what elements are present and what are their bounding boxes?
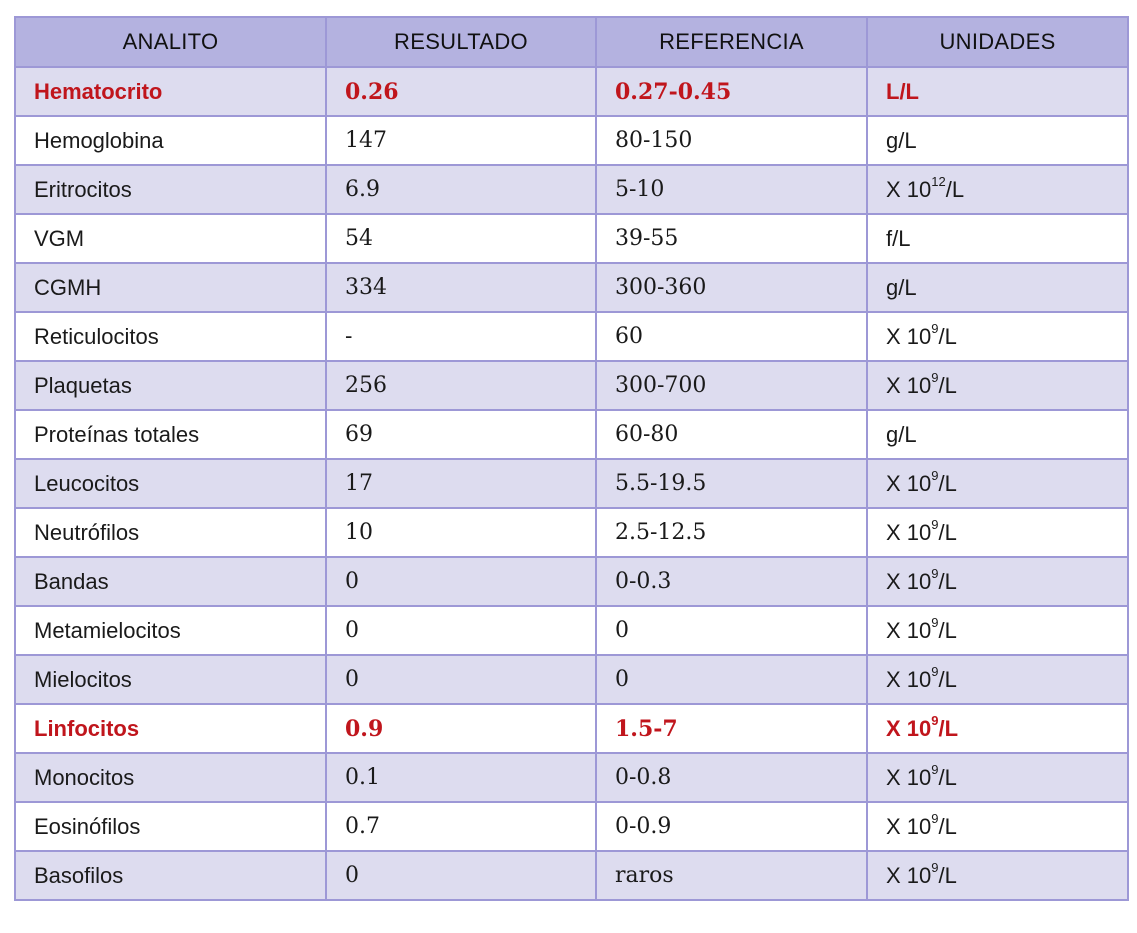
- table-row: [15, 361, 1128, 410]
- cell-unidades: [867, 410, 1128, 459]
- unit-base: X 10: [886, 323, 932, 349]
- unit-suffix: /L: [938, 568, 957, 594]
- cell-analito: Eritrocitos: [15, 165, 326, 214]
- unit-base: g/L: [886, 127, 917, 153]
- table-row: [15, 214, 1128, 263]
- cell-unidades: [867, 753, 1128, 802]
- table-row: [15, 655, 1128, 704]
- cell-analito: Hematocrito: [15, 67, 326, 116]
- unit-suffix: /L: [938, 813, 957, 839]
- cell-resultado: 6.9: [326, 165, 596, 214]
- cell-analito: Hemoglobina: [15, 116, 326, 165]
- cell-referencia: 80-150: [596, 116, 867, 165]
- unit-exponent: 12: [931, 173, 946, 189]
- unit-base: X 10: [886, 617, 932, 643]
- cell-analito: VGM: [15, 214, 326, 263]
- unit-base: g/L: [886, 274, 917, 300]
- cell-unidades: [867, 606, 1128, 655]
- unit-suffix: /L: [938, 323, 957, 349]
- unit-suffix: /L: [938, 470, 957, 496]
- cell-referencia: 60-80: [596, 410, 867, 459]
- unit-base: g/L: [886, 421, 917, 447]
- cell-referencia: raros: [596, 851, 867, 900]
- cell-analito: Eosinófilos: [15, 802, 326, 851]
- cell-resultado: 54: [326, 214, 596, 263]
- table-row: [15, 459, 1128, 508]
- cell-referencia: 0-0.3: [596, 557, 867, 606]
- cell-resultado: 0: [326, 557, 596, 606]
- unit-base: X 10: [886, 715, 932, 741]
- table-row: [15, 116, 1128, 165]
- unit-base: X 10: [886, 519, 932, 545]
- unit-base: X 10: [886, 372, 932, 398]
- cell-analito: Monocitos: [15, 753, 326, 802]
- cell-analito: Proteínas totales: [15, 410, 326, 459]
- unit-base: f/L: [886, 225, 911, 251]
- cell-unidades: [867, 312, 1128, 361]
- cell-referencia: 300-360: [596, 263, 867, 312]
- unit-suffix: /L: [945, 176, 965, 202]
- cell-unidades: [867, 361, 1128, 410]
- unit-suffix: /L: [938, 666, 957, 692]
- cell-referencia: 0: [596, 606, 867, 655]
- table-row: [15, 802, 1128, 851]
- cell-resultado: 69: [326, 410, 596, 459]
- table-body: [15, 67, 1128, 900]
- cell-resultado: 334: [326, 263, 596, 312]
- cell-resultado: 147: [326, 116, 596, 165]
- cell-analito: Plaquetas: [15, 361, 326, 410]
- table-row: [15, 508, 1128, 557]
- unit-exponent: 9: [931, 320, 939, 336]
- cell-unidades: [867, 802, 1128, 851]
- cell-referencia: 0.27-0.45: [596, 67, 867, 116]
- cell-resultado: 0: [326, 606, 596, 655]
- cell-unidades: [867, 851, 1128, 900]
- cell-unidades: [867, 508, 1128, 557]
- unit-base: X 10: [886, 666, 932, 692]
- unit-base: X 10: [886, 470, 932, 496]
- cell-analito: CGMH: [15, 263, 326, 312]
- unit-exponent: 9: [931, 565, 939, 581]
- cell-referencia: 5.5-19.5: [596, 459, 867, 508]
- table-row: [15, 312, 1128, 361]
- unit-exponent: 9: [931, 663, 939, 679]
- unit-exponent: 9: [931, 369, 939, 385]
- cell-referencia: 1.5-7: [596, 704, 867, 753]
- header-referencia: REFERENCIA: [596, 17, 867, 67]
- cell-resultado: 0.9: [326, 704, 596, 753]
- cell-analito: Mielocitos: [15, 655, 326, 704]
- cell-referencia: 60: [596, 312, 867, 361]
- unit-base: X 10: [886, 176, 932, 202]
- unit-base: X 10: [886, 568, 932, 594]
- table-row: [15, 704, 1128, 753]
- cell-unidades: [867, 459, 1128, 508]
- cell-analito: Basofilos: [15, 851, 326, 900]
- cell-unidades: [867, 214, 1128, 263]
- unit-exponent: 9: [931, 859, 939, 875]
- cell-resultado: 0.7: [326, 802, 596, 851]
- cell-unidades: [867, 116, 1128, 165]
- cell-analito: Linfocitos: [15, 704, 326, 753]
- unit-suffix: /L: [938, 372, 957, 398]
- cell-referencia: 5-10: [596, 165, 867, 214]
- cell-resultado: 0: [326, 851, 596, 900]
- table-row: [15, 410, 1128, 459]
- unit-exponent: 9: [931, 614, 939, 630]
- table-row: [15, 606, 1128, 655]
- unit-exponent: 9: [931, 467, 939, 483]
- table-row: [15, 557, 1128, 606]
- cell-unidades: [867, 557, 1128, 606]
- cell-referencia: 0: [596, 655, 867, 704]
- cell-unidades: [867, 67, 1128, 116]
- unit-base: X 10: [886, 813, 932, 839]
- unit-base: L/L: [886, 78, 919, 104]
- cell-resultado: -: [326, 312, 596, 361]
- cell-resultado: 17: [326, 459, 596, 508]
- cell-analito: Bandas: [15, 557, 326, 606]
- cell-analito: Metamielocitos: [15, 606, 326, 655]
- cell-resultado: 10: [326, 508, 596, 557]
- cell-resultado: 0: [326, 655, 596, 704]
- cell-resultado: 0.1: [326, 753, 596, 802]
- unit-suffix: /L: [938, 862, 957, 888]
- table-row: [15, 263, 1128, 312]
- table-row: [15, 165, 1128, 214]
- cell-referencia: 2.5-12.5: [596, 508, 867, 557]
- cell-referencia: 300-700: [596, 361, 867, 410]
- cell-unidades: [867, 165, 1128, 214]
- cell-referencia: 0-0.9: [596, 802, 867, 851]
- unit-exponent: 9: [931, 516, 939, 532]
- table-row: [15, 67, 1128, 116]
- unit-exponent: 9: [931, 761, 939, 777]
- cell-unidades: [867, 655, 1128, 704]
- unit-exponent: 9: [931, 712, 939, 728]
- unit-base: X 10: [886, 764, 932, 790]
- table-row: [15, 753, 1128, 802]
- unit-suffix: /L: [938, 519, 957, 545]
- cell-resultado: 256: [326, 361, 596, 410]
- cell-analito: Neutrófilos: [15, 508, 326, 557]
- cell-unidades: [867, 263, 1128, 312]
- unit-suffix: /L: [938, 617, 957, 643]
- header-analito: ANALITO: [15, 17, 326, 67]
- cell-analito: Reticulocitos: [15, 312, 326, 361]
- header-row: [15, 17, 1128, 67]
- table-row: [15, 851, 1128, 900]
- cell-analito: Leucocitos: [15, 459, 326, 508]
- unit-suffix: /L: [938, 764, 957, 790]
- header-unidades: UNIDADES: [867, 17, 1128, 67]
- cell-referencia: 0-0.8: [596, 753, 867, 802]
- cell-unidades: [867, 704, 1128, 753]
- header-resultado: RESULTADO: [326, 17, 596, 67]
- table-header: [15, 17, 1128, 67]
- unit-exponent: 9: [931, 810, 939, 826]
- unit-suffix: /L: [938, 715, 959, 741]
- cell-referencia: 39-55: [596, 214, 867, 263]
- lab-results-table: [14, 16, 1129, 901]
- cell-resultado: 0.26: [326, 67, 596, 116]
- unit-base: X 10: [886, 862, 932, 888]
